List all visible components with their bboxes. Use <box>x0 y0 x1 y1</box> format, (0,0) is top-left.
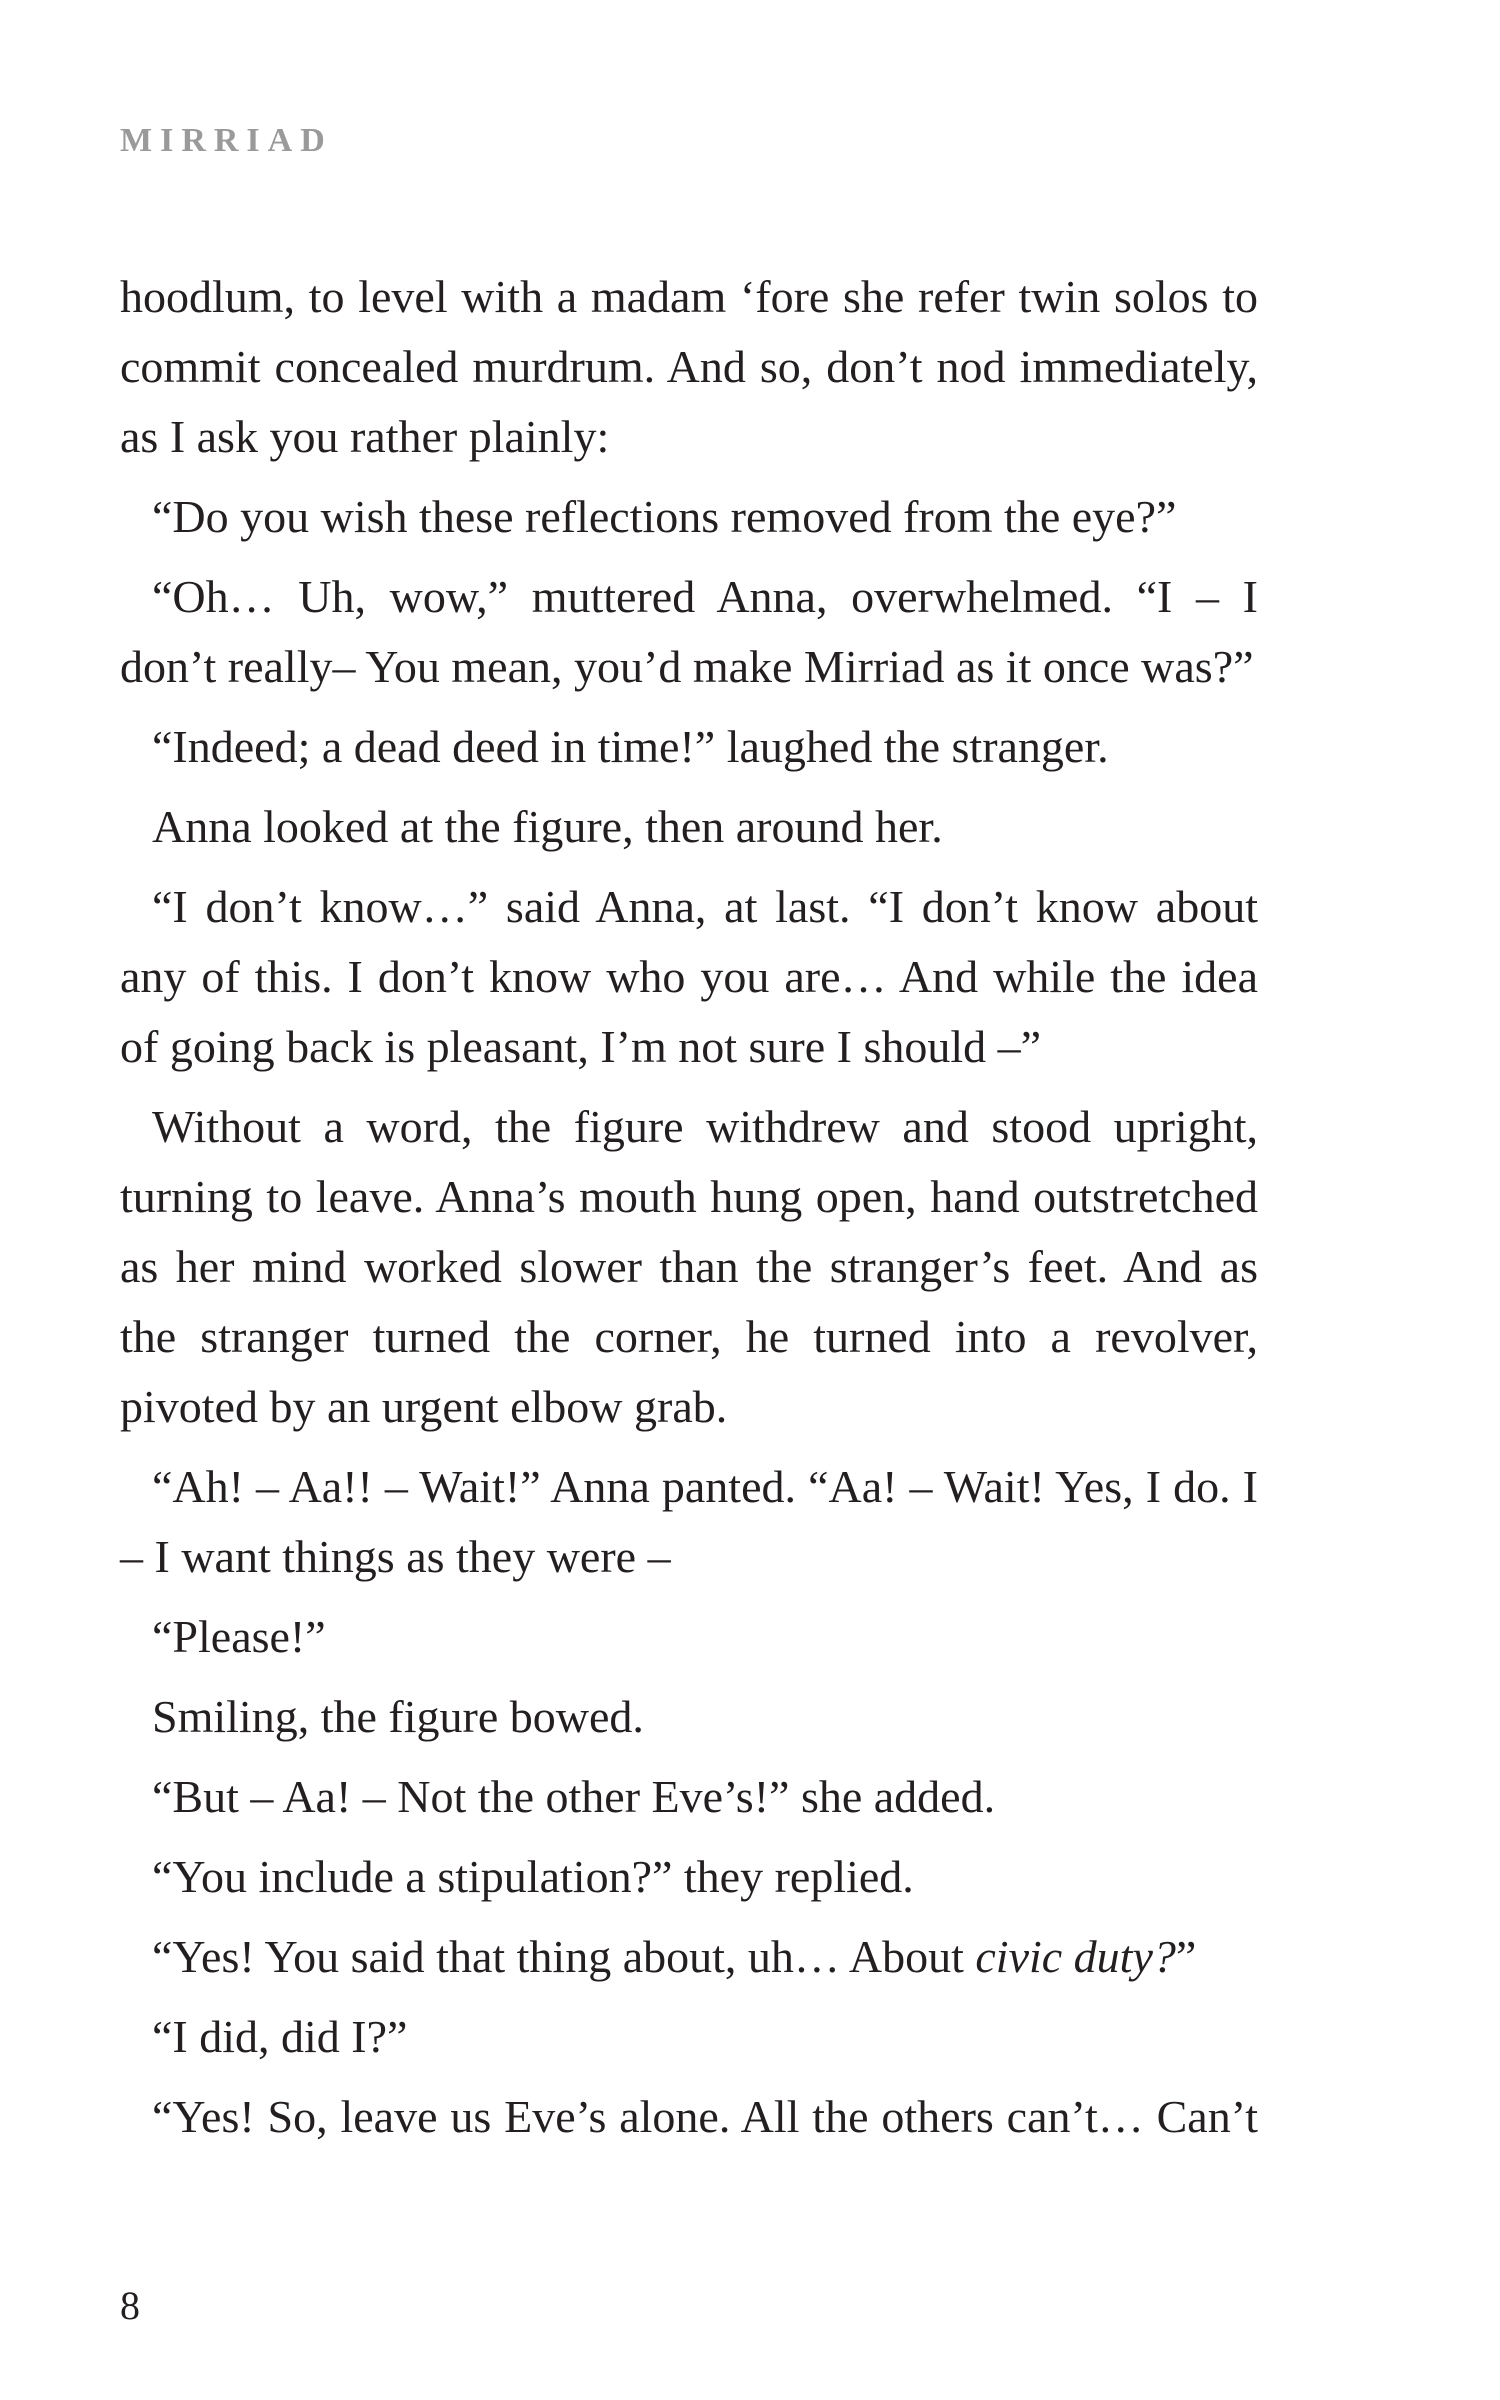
paragraph-figure-withdrew: Without a word, the figure withdrew and stood upright, turning to leave. Anna’s mouth hung open, hand outstretched as her mind worked slower than the stranger’s feet. And as the stranger turned the corner, he turned into a revolver, pivoted by an urgent elbow grab. <box>120 1101 1258 1432</box>
paragraph-not-other-eves: “But – Aa! – Not the other Eve’s!” she added. <box>152 1771 996 1822</box>
paragraph-i-dont-know: “I don’t know…” said Anna, at last. “I don’t know about any of this. I don’t know who you are… And while the idea of going back is pleasant, I’m not sure I should –” <box>120 881 1258 1072</box>
paragraph-reflections-question: “Do you wish these reflections removed from the eye?” <box>152 491 1177 542</box>
paragraph-leave-us-alone: “Yes! So, leave us Eve’s alone. All the others can’t… Can’t <box>152 2091 1258 2142</box>
paragraph-anna-overwhelmed: “Oh… Uh, wow,” muttered Anna, overwhelmed. “I – I don’t really– You mean, you’d make Mirriad as it once was?” <box>120 571 1258 692</box>
page-number: 8 <box>120 2283 140 2328</box>
paragraph-stipulation: “You include a stipulation?” they replied. <box>152 1851 914 1902</box>
paragraph-i-did: “I did, did I?” <box>152 2011 408 2062</box>
paragraph-continuation: hoodlum, to level with a madam ‘fore she refer twin solos to commit concealed murdrum. And so, don’t nod immediately, as I ask you rather plainly: <box>120 271 1258 462</box>
paragraph-figure-bowed: Smiling, the figure bowed. <box>152 1691 644 1742</box>
paragraph-wait: “Ah! – Aa!! – Wait!” Anna panted. “Aa! – Wait! Yes, I do. I – I want things as they were – <box>120 1461 1258 1582</box>
paragraph-indeed: “Indeed; a dead deed in time!” laughed the stranger. <box>152 721 1109 772</box>
civic-duty-after: ” <box>1175 1931 1197 1982</box>
paragraph-anna-looked: Anna looked at the figure, then around her. <box>152 801 943 852</box>
body-text <box>120 262 1258 2162</box>
civic-duty-before: “Yes! You said that thing about, uh… About <box>152 1931 976 1982</box>
paragraph-please: “Please!” <box>152 1611 326 1662</box>
paragraph-civic-duty <box>120 1922 1258 1992</box>
civic-duty-italic: civic duty? <box>975 1931 1176 1982</box>
running-head: MIRRIAD <box>120 122 333 159</box>
